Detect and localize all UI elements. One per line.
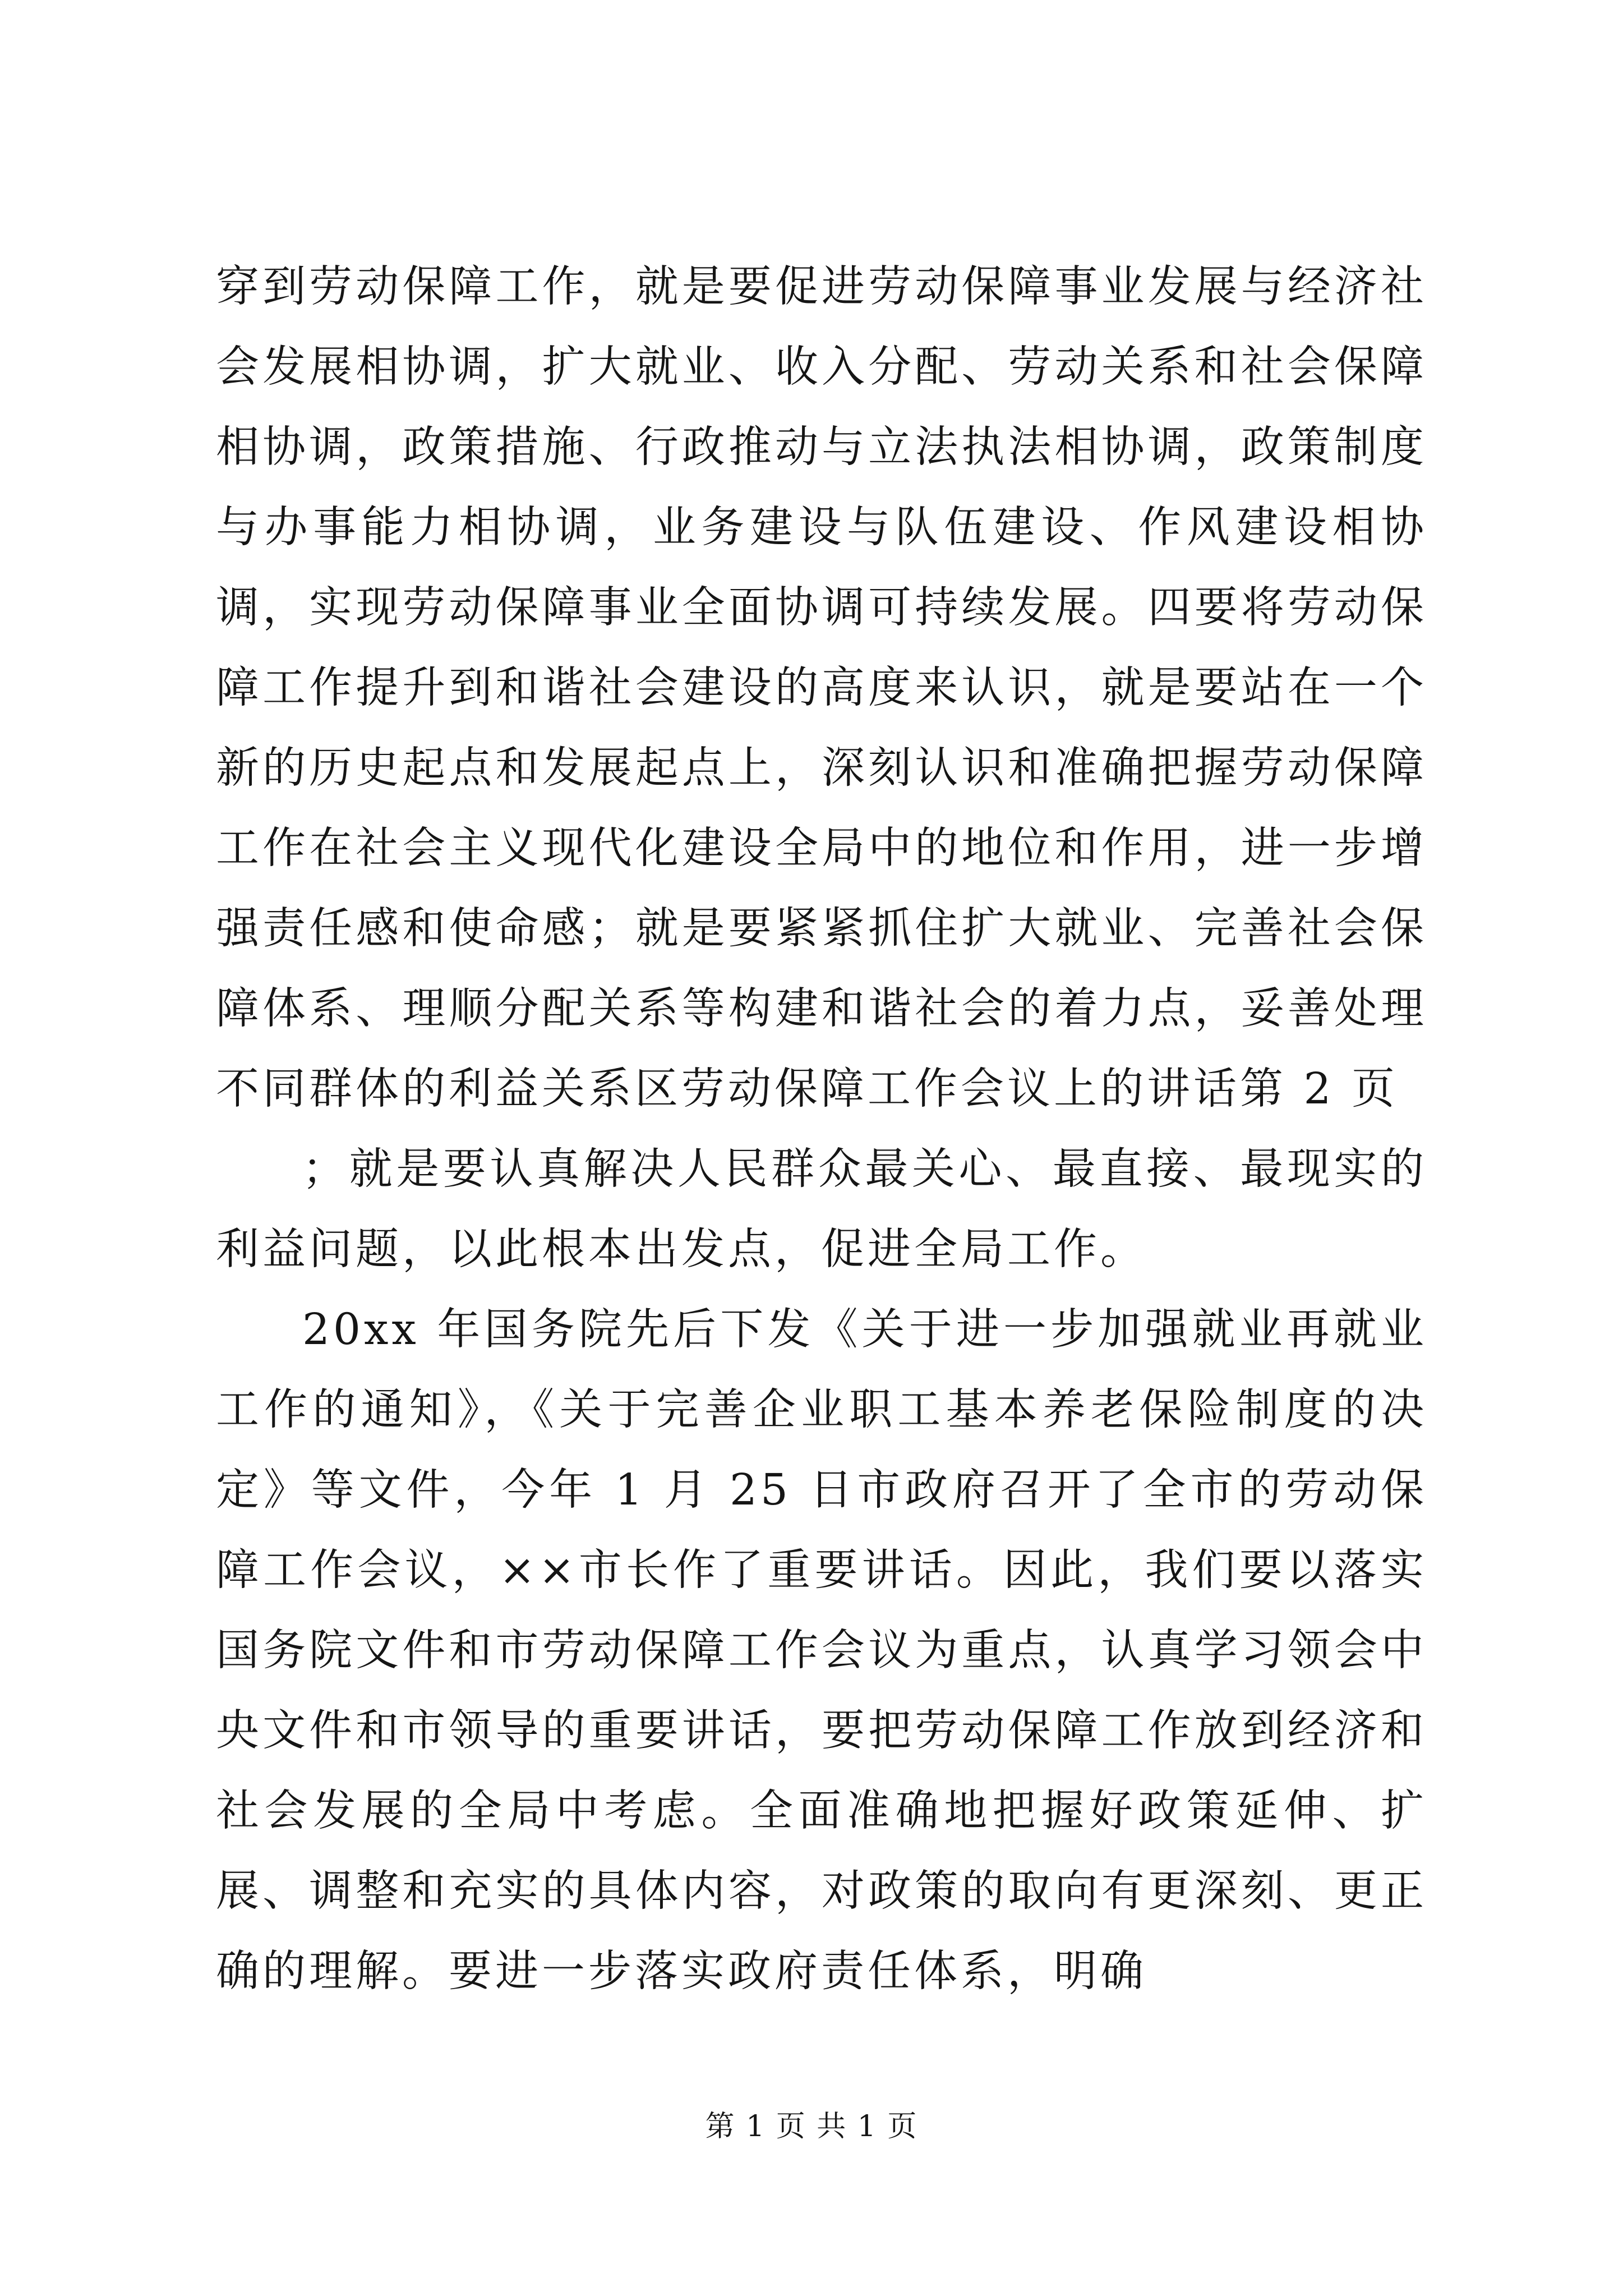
page-footer: 第 1 页 共 1 页	[705, 2110, 918, 2143]
document-body	[216, 247, 1427, 2012]
paragraph-2: ；就是要认真解决人民群众最关心、最直接、最现实的利益问题，以此根本出发点，促进全局工作。	[216, 1144, 1427, 1274]
paragraph-3: 20xx 年国务院先后下发《关于进一步加强就业再就业工作的通知》，《关于完善企业职工基本养老保险制度的决定》等文件，今年 1 月 25 日市政府召开了全市的劳动保障工作会议，××市长作了重要讲话。因此，我们要以落实国务院文件和市劳动保障工作会议为重点，认真学习领会中央文件和市领导的重要讲话，要把劳动保障工作放到经济和社会发展的全局中考虑。全面准确地把握好政策延伸、扩展、调整和充实的具体内容，对政策的取向有更深刻、更正确的理解。要进一步落实政府责任体系，明确	[216, 1305, 1427, 1996]
paragraph-1: 穿到劳动保障工作，就是要促进劳动保障事业发展与经济社会发展相协调，扩大就业、收入分配、劳动关系和社会保障相协调，政策措施、行政推动与立法执法相协调，政策制度与办事能力相协调，业务建设与队伍建设、作风建设相协调，实现劳动保障事业全面协调可持续发展。四要将劳动保障工作提升到和谐社会建设的高度来认识，就是要站在一个新的历史起点和发展起点上，深刻认识和准确把握劳动保障工作在社会主义现代化建设全局中的地位和作用，进一步增强责任感和使命感；就是要紧紧抓住扩大就业、完善社会保障体系、理顺分配关系等构建和谐社会的着力点，妥善处理不同群体的利益关系区劳动保障工作会议上的讲话第 2 页	[216, 262, 1427, 1114]
